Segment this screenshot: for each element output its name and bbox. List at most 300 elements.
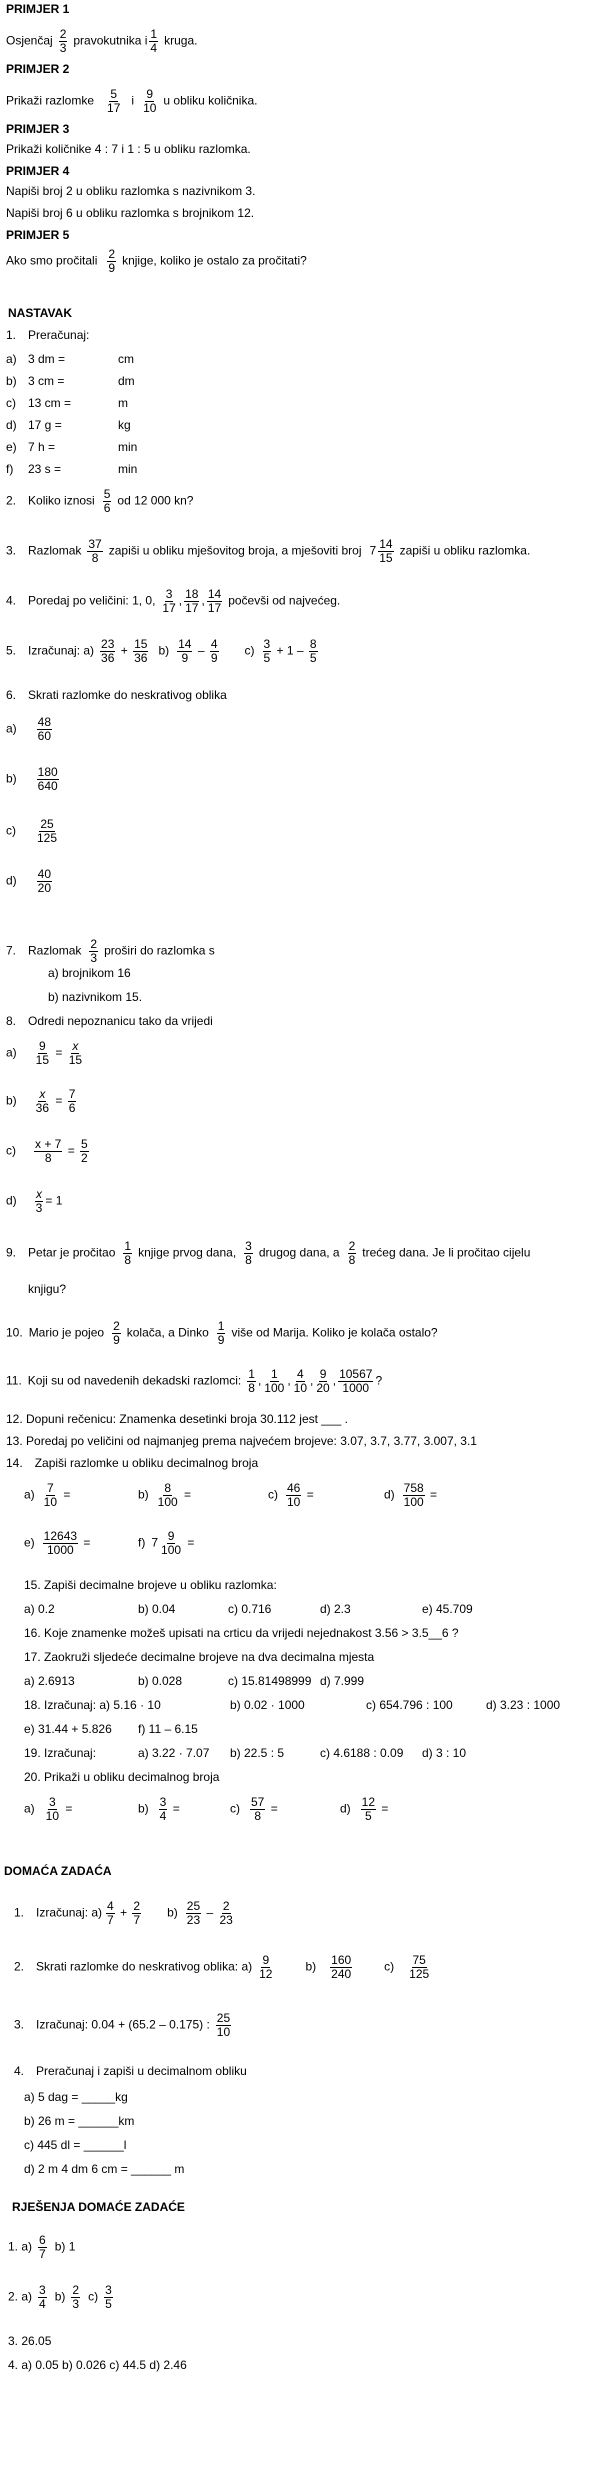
question-1 — [6, 328, 89, 342]
text: 2. — [14, 1959, 25, 1974]
question-14-item — [384, 1482, 437, 1509]
question-8-item — [6, 1040, 85, 1067]
fraction — [89, 938, 98, 965]
text: d) 2.3 — [320, 1602, 351, 1616]
denominator: 640 — [37, 779, 58, 793]
denominator: 15 — [379, 551, 393, 565]
fraction — [161, 588, 176, 615]
text: 3 dm = — [28, 352, 66, 366]
example-1-text — [6, 28, 197, 55]
numerator: 3 — [263, 637, 271, 651]
text: f) — [138, 1535, 146, 1550]
text: a) 2.6913 — [24, 1674, 75, 1688]
numerator: 1 — [270, 1367, 278, 1381]
question-6-item — [6, 716, 54, 743]
denominator: 17 — [107, 101, 121, 115]
example-title — [6, 2, 69, 16]
fraction — [218, 1900, 233, 1927]
text: c) — [384, 1959, 395, 1974]
text: Preračunaj i zapiši u decimalnom obliku — [36, 2064, 247, 2078]
question-8-item — [6, 1188, 62, 1215]
question-14-item — [138, 1530, 194, 1557]
expression — [28, 418, 62, 432]
numerator: 37 — [88, 537, 102, 551]
denominator: 7 — [107, 1913, 114, 1927]
numerator: 4 — [107, 1899, 114, 1913]
text: 8. — [6, 1014, 17, 1028]
fraction — [186, 1900, 201, 1927]
example-5-title: PRIMJER 5 — [6, 228, 70, 242]
fraction — [286, 1482, 301, 1509]
text: 10. — [6, 1325, 23, 1340]
text: zapiši u obliku mješovitog broja, a mješoviti broj — [108, 543, 362, 558]
fraction — [315, 1368, 330, 1395]
question-9 — [6, 1240, 530, 1267]
fraction — [149, 28, 158, 55]
text: f) 11 – 6.15 — [138, 1722, 198, 1736]
text: Osjenčaj — [6, 33, 53, 48]
numerator: 1 — [124, 1239, 132, 1253]
fraction — [132, 1900, 141, 1927]
text: c) — [268, 1487, 278, 1502]
numerator: x — [39, 1087, 46, 1101]
fraction — [258, 1954, 273, 1981]
example-2-text — [6, 88, 257, 115]
unit — [118, 374, 135, 388]
numerator: 75 — [412, 1953, 426, 1967]
numerator: 5 — [81, 1137, 88, 1151]
fraction — [210, 638, 219, 665]
question-16 — [24, 1626, 459, 1640]
question-7-b — [48, 990, 142, 1004]
text: d) 7.999 — [320, 1674, 365, 1688]
fraction — [36, 818, 58, 845]
question-8-item — [6, 1088, 78, 1115]
operator: = — [80, 1535, 91, 1550]
question-18-item — [230, 1698, 305, 1712]
expression — [28, 462, 61, 476]
numerator: x + 7 — [35, 1137, 62, 1151]
denominator: 2 — [81, 1151, 88, 1165]
operator: – — [203, 1905, 217, 1920]
text: a) brojnikom 16 — [48, 966, 131, 980]
denominator: 60 — [37, 729, 52, 743]
fraction — [244, 1240, 253, 1267]
numerator: 1 — [150, 27, 158, 41]
question-20-item — [138, 1796, 180, 1823]
denominator: 3 — [35, 1201, 43, 1215]
unit — [118, 462, 137, 476]
numerator: 3 — [245, 1239, 252, 1253]
operator: = — [62, 1801, 73, 1816]
denominator: 8 — [254, 1809, 262, 1823]
fraction — [403, 1482, 425, 1509]
question-17 — [24, 1650, 374, 1664]
homework-4 — [14, 2064, 247, 2078]
solution-2 — [8, 2284, 115, 2311]
question-6-item — [6, 818, 60, 845]
text: Poredaj po veličini: 1, 0, — [28, 593, 156, 608]
question-15-item — [320, 1602, 351, 1616]
question-17-item — [138, 1674, 182, 1688]
text: pravokutnika i — [73, 33, 148, 48]
numerator: 25 — [186, 1899, 201, 1913]
fraction — [68, 1088, 77, 1115]
text: a) — [6, 352, 17, 366]
question-20-item — [340, 1796, 388, 1823]
example-3-title: PRIMJER 3 — [6, 122, 70, 136]
denominator: 8 — [245, 1253, 252, 1267]
fraction — [247, 1368, 256, 1395]
fraction — [106, 1900, 115, 1927]
text: min — [118, 440, 138, 454]
text: d) — [340, 1801, 351, 1816]
question-18-item — [24, 1722, 112, 1736]
unit — [118, 396, 128, 410]
text: više od Marija. Koliko je kolača ostalo? — [231, 1325, 438, 1340]
text: 3. — [14, 2017, 25, 2032]
denominator: 9 — [217, 1333, 225, 1347]
text: 1. — [6, 328, 17, 342]
fraction — [106, 88, 121, 115]
numerator: 18 — [185, 587, 199, 601]
numerator: 8 — [309, 637, 317, 651]
text: c) — [244, 643, 255, 658]
example-5-text — [6, 248, 307, 275]
denominator: 9 — [113, 1333, 120, 1347]
question-11 — [6, 1368, 382, 1395]
operator: = — [64, 1143, 79, 1158]
denominator: 10 — [43, 1495, 58, 1509]
numerator: 2 — [222, 1899, 230, 1913]
denominator: 6 — [68, 1101, 76, 1115]
numerator: 2 — [72, 2283, 80, 2297]
homework-2 — [14, 1954, 432, 1981]
fraction — [338, 1368, 373, 1395]
numerator: 23 — [101, 637, 115, 651]
text: knjigu? — [28, 1282, 67, 1296]
question-10 — [6, 1320, 438, 1347]
text: b) 0.028 — [138, 1674, 183, 1688]
numerator: 2 — [113, 1319, 120, 1333]
question-15-item — [24, 1602, 55, 1616]
fraction — [293, 1368, 308, 1395]
denominator: 12 — [259, 1967, 273, 1981]
denominator: 5 — [309, 651, 317, 665]
question-19-item — [24, 1746, 96, 1760]
solution-4 — [8, 2358, 187, 2372]
text: 18. Izračunaj: a) 5.16 · 10 — [24, 1698, 161, 1712]
denominator: 9 — [181, 651, 189, 665]
denominator: 10 — [45, 1809, 60, 1823]
question-4 — [6, 588, 340, 615]
fraction — [309, 638, 318, 665]
operator: + — [117, 643, 132, 658]
text: Izračunaj: a) — [36, 1905, 103, 1920]
text: 5. — [6, 643, 17, 658]
expression — [28, 352, 65, 366]
text: a) 5 dag = _____kg — [24, 2090, 128, 2104]
text: 23 s = — [28, 462, 62, 476]
numerator: 3 — [165, 587, 173, 601]
question-13 — [6, 1434, 477, 1448]
numerator: 9 — [146, 87, 154, 101]
operator: = — [52, 1093, 66, 1108]
fraction — [263, 1368, 285, 1395]
solution-1 — [8, 2234, 75, 2261]
denominator: 20 — [316, 1381, 330, 1395]
operator: , — [287, 1373, 291, 1388]
text: knjige, koliko je ostalo za pročitati? — [122, 253, 307, 268]
text: i — [131, 93, 135, 108]
operator: = — [303, 1487, 314, 1502]
fraction — [104, 2284, 113, 2311]
text: 9. — [6, 1245, 17, 1260]
text: 1. a) — [8, 2239, 33, 2254]
denominator: 5 — [105, 2297, 112, 2311]
text: Razlomak — [28, 943, 82, 958]
operator: = — [169, 1801, 180, 1816]
fraction — [34, 1138, 62, 1165]
text: 12. Dopuni rečenicu: Znamenka desetinki broja 30.112 jest ___ . — [6, 1412, 348, 1426]
denominator: 1000 — [342, 1381, 370, 1395]
fraction — [100, 638, 115, 665]
section-title — [12, 2200, 185, 2214]
numerator: 3 — [159, 1795, 167, 1809]
numerator: 10567 — [339, 1367, 373, 1381]
text: 3. 26.05 — [8, 2334, 52, 2348]
text: m — [118, 396, 128, 410]
numerator: 9 — [167, 1529, 175, 1543]
text: b) 22.5 : 5 — [230, 1746, 285, 1760]
operator: , — [332, 1373, 337, 1388]
numerator: 160 — [331, 1953, 352, 1967]
question-12 — [6, 1412, 348, 1426]
numerator: 2 — [348, 1239, 356, 1253]
numerator: 57 — [251, 1795, 265, 1809]
expression — [28, 396, 71, 410]
numerator: 180 — [37, 765, 58, 779]
text: c) — [6, 1143, 16, 1158]
operator: = — [426, 1487, 438, 1502]
fraction — [35, 1040, 50, 1067]
operator: = — [52, 1045, 66, 1060]
numerator: 2 — [108, 247, 116, 261]
text: c) — [230, 1801, 240, 1816]
operator: + 1 – — [273, 643, 307, 658]
fraction — [38, 2284, 47, 2311]
text: d) — [6, 418, 17, 432]
numerator: 25 — [216, 2011, 231, 2025]
text: 6. — [6, 688, 17, 702]
text: 2. — [6, 493, 17, 508]
text: b) — [305, 1959, 317, 1974]
numerator: 1 — [217, 1319, 225, 1333]
text: Izračunaj: 0.04 + (65.2 – 0.175) : — [36, 2017, 210, 2032]
fraction — [330, 1954, 352, 1981]
fraction — [107, 248, 116, 275]
text: d) — [6, 873, 17, 888]
denominator: 7 — [133, 1913, 141, 1927]
text: b) — [54, 2289, 66, 2304]
fraction — [103, 488, 112, 515]
fraction — [37, 766, 59, 793]
denominator: 10 — [216, 2025, 231, 2039]
denominator: 125 — [37, 831, 58, 845]
text: f) — [6, 462, 14, 476]
operator: = — [180, 1487, 192, 1502]
denominator: 100 — [403, 1495, 424, 1509]
question-8-item — [6, 1138, 91, 1165]
text: e) — [24, 1535, 35, 1550]
fraction — [361, 1796, 376, 1823]
numerator: 2 — [59, 27, 67, 41]
text: b) — [6, 771, 17, 786]
text: d) — [6, 1193, 17, 1208]
operator: = — [60, 1487, 71, 1502]
denominator: 23 — [186, 1913, 201, 1927]
numerator: 14 — [379, 537, 393, 551]
text: 1. — [14, 1905, 25, 1920]
denominator: 8 — [124, 1253, 132, 1267]
text: b) 0.02 · 1000 — [230, 1698, 305, 1712]
text: d) — [384, 1487, 395, 1502]
text: a) — [24, 1487, 35, 1502]
fraction — [157, 1482, 179, 1509]
text: 7 — [151, 1535, 159, 1550]
text: 16. Koje znamenke možeš upisati na crticu da vrijedi nejednakost 3.56 > 3.5__6 ? — [24, 1626, 459, 1640]
example-title — [6, 164, 69, 178]
fraction — [408, 1954, 430, 1981]
question-14 — [6, 1456, 258, 1470]
text: Koliko iznosi — [28, 493, 95, 508]
denominator: 36 — [101, 651, 115, 665]
text: 3. — [6, 543, 17, 558]
denominator: 8 — [44, 1151, 52, 1165]
example-2-title: PRIMJER 2 — [6, 62, 70, 76]
denominator: 9 — [108, 261, 116, 275]
question-20-item — [230, 1796, 278, 1823]
question-8 — [6, 1014, 213, 1028]
numerator: 46 — [287, 1481, 301, 1495]
question-19-item — [230, 1746, 284, 1760]
text: c) 654.796 : 100 — [366, 1698, 453, 1712]
text: d) 2 m 4 dm 6 cm = ______ m — [24, 2162, 185, 2176]
numerator: 5 — [110, 87, 118, 101]
text: cm — [118, 352, 134, 366]
text: 4. a) 0.05 b) 0.026 c) 44.5 d) 2.46 — [8, 2358, 187, 2372]
text: e) 45.709 — [422, 1602, 473, 1616]
question-15-item — [422, 1602, 473, 1616]
text: Prikaži razlomke — [6, 93, 95, 108]
text: 19. Izračunaj: — [24, 1746, 97, 1760]
operator: , — [201, 593, 205, 608]
text: c) 445 dl = ______l — [24, 2138, 127, 2152]
text: kruga. — [164, 33, 198, 48]
text: 3 cm = — [28, 374, 65, 388]
example-4-text — [6, 184, 255, 198]
question-6-item — [6, 868, 54, 895]
text: Skrati razlomke do neskrativog oblika: a) — [36, 1959, 253, 1974]
fraction — [43, 1530, 78, 1557]
operator: , — [178, 593, 183, 608]
denominator: 8 — [91, 551, 99, 565]
numerator: 25 — [40, 817, 54, 831]
text: Napiši broj 2 u obliku razlomka s nazivnikom 3. — [6, 184, 256, 198]
question-14-item — [268, 1482, 314, 1509]
fraction — [133, 638, 148, 665]
text: drugog dana, a — [258, 1245, 340, 1260]
text: 13. Poredaj po veličini od najmanjeg prema najvećem brojeve: 3.07, 3.7, 3.77, 3.007, 3.1 — [6, 1434, 477, 1448]
text: c) — [6, 823, 16, 838]
denominator: 10 — [293, 1381, 308, 1395]
question-14-item — [24, 1482, 70, 1509]
numerator: 14 — [178, 637, 192, 651]
text: Odredi nepoznanicu tako da vrijedi — [28, 1014, 213, 1028]
text: d) 3 : 10 — [422, 1746, 467, 1760]
homework-4-item — [24, 2090, 128, 2104]
operator: – — [194, 643, 208, 658]
denominator: 36 — [134, 651, 148, 665]
question-19-item — [138, 1746, 209, 1760]
fraction — [45, 1796, 60, 1823]
text: zapiši u obliku razlomka. — [399, 543, 531, 558]
text: 11. — [6, 1373, 22, 1388]
text: b) 26 m = ______km — [24, 2114, 135, 2128]
question-1-item — [6, 440, 17, 454]
fraction — [112, 1320, 121, 1347]
fraction — [35, 1088, 50, 1115]
question-18-item — [138, 1722, 198, 1736]
fraction — [35, 1188, 44, 1215]
denominator: 100 — [264, 1381, 285, 1395]
homework-4-item — [24, 2162, 184, 2176]
text: 15. Zapiši decimalne brojeve u obliku razlomka: — [24, 1578, 277, 1592]
text: 7 — [369, 543, 377, 558]
expression — [28, 440, 55, 454]
numerator: 8 — [164, 1481, 172, 1495]
denominator: 3 — [59, 41, 67, 55]
denominator: 15 — [68, 1053, 83, 1067]
denominator: 240 — [331, 1967, 352, 1981]
denominator: 20 — [37, 881, 52, 895]
text: c) 0.716 — [228, 1602, 272, 1616]
question-15 — [24, 1578, 277, 1592]
question-18-item — [366, 1698, 453, 1712]
denominator: 15 — [35, 1053, 50, 1067]
question-1-item — [6, 352, 17, 366]
text: Izračunaj: a) — [28, 643, 95, 658]
section-title: NASTAVAK — [8, 306, 72, 320]
text: u obliku količnika. — [163, 93, 258, 108]
text: a) — [6, 1045, 17, 1060]
unit — [118, 352, 134, 366]
text: d) 3.23 : 1000 — [486, 1698, 561, 1712]
fraction — [38, 2234, 47, 2261]
example-3-text — [6, 142, 251, 156]
solution-3 — [8, 2334, 51, 2348]
text: a) — [24, 1801, 35, 1816]
text: b) — [167, 1905, 178, 1920]
text: = 1 — [45, 1193, 63, 1208]
denominator: 17 — [162, 601, 176, 615]
question-14-item — [24, 1530, 90, 1557]
question-5 — [6, 638, 320, 665]
denominator: 10 — [143, 101, 157, 115]
example-4-text — [6, 206, 254, 220]
fraction — [160, 1530, 182, 1557]
operator: = — [378, 1801, 389, 1816]
